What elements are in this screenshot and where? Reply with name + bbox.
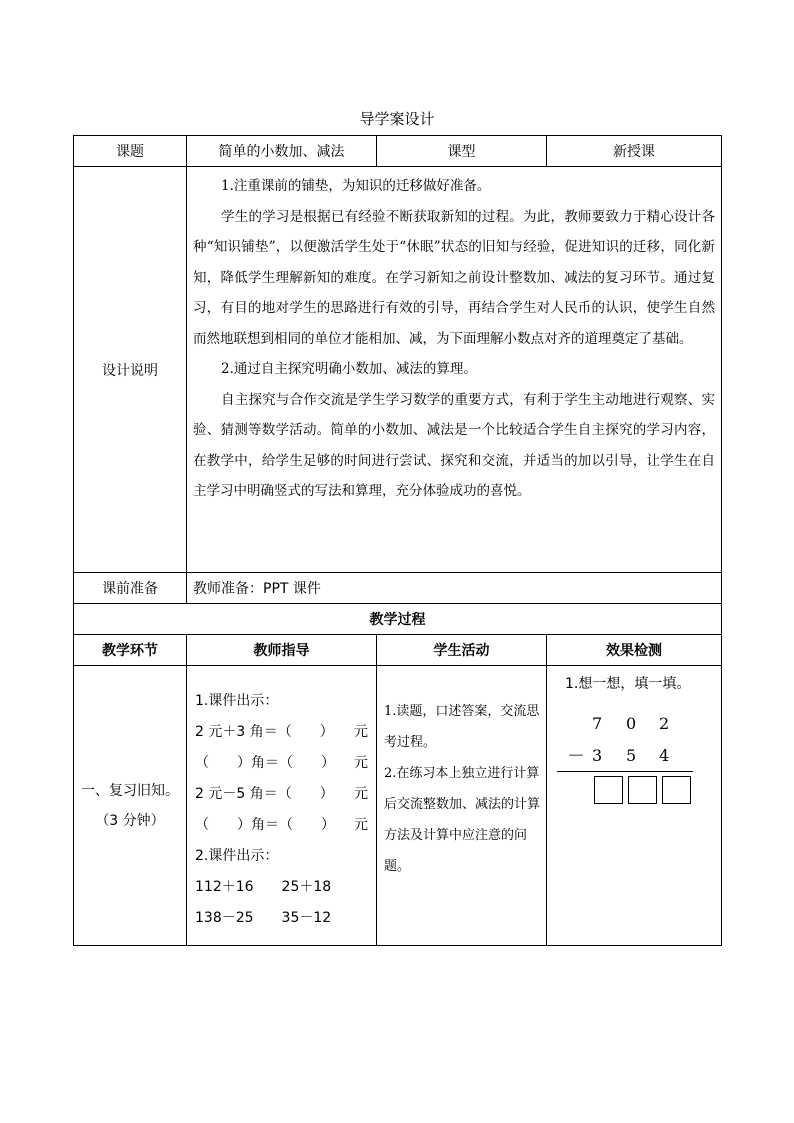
effect-prompt: 1.想一想，填一填。: [565, 676, 691, 692]
document-title: 导学案设计: [359, 110, 435, 128]
answer-box[interactable]: [662, 776, 691, 804]
subtrahend-digit: 5: [626, 746, 637, 765]
teacher-line: （ ）角＝（ ） 元: [195, 817, 368, 833]
teacher-line: 2.课件出示：: [195, 848, 279, 864]
column-header-row: [74, 635, 722, 666]
student-activity-item: 2.在练习本上独立进行计算后交流整数加、减法的计算方法及计算中应注意的问题。: [384, 766, 541, 874]
review-row: [74, 666, 722, 946]
process-title-row: [74, 604, 722, 635]
design-row: [74, 167, 722, 573]
design-paragraph: 自主探究与合作交流是学生学习数学的重要方式，有利于学生主动地进行观察、实验、猜测等数学活动。简单的小数加、减法是一个比较适合学生自主探究的学习内容，在教学中，给学生足够的时间进行尝试、探究和交流，并适当的加以引导，让学生在自主学习中明确竖式的写法和算理，充分体验成功的喜悦。: [193, 391, 715, 499]
teacher-line: 112＋16 25＋18: [195, 879, 332, 895]
student-activity-item: 1.读题，口述答案，交流思考过程。: [384, 704, 540, 750]
minuend-digit: 7: [592, 714, 603, 733]
effect-check: [547, 666, 722, 946]
type-value: 新授课: [547, 136, 722, 167]
teacher-line: （ ）角＝（ ） 元: [195, 755, 368, 771]
student-activity: [377, 666, 547, 946]
subtraction-line: [557, 771, 693, 772]
prep-label: 课前准备: [74, 573, 187, 604]
topic-label: 课题: [74, 136, 187, 167]
minus-sign: －: [567, 746, 585, 767]
design-notes: [187, 167, 722, 573]
answer-box[interactable]: [594, 776, 623, 804]
teacher-guidance: [187, 666, 377, 946]
subtrahend-digit: 3: [592, 746, 603, 765]
col-stage: 教学环节: [74, 635, 187, 666]
subtrahend-digit: 4: [659, 746, 670, 765]
type-label: 课型: [377, 136, 547, 167]
prep-row: [74, 573, 722, 604]
teacher-line: 2 元－5 角＝（ ） 元: [195, 786, 368, 802]
stage-review: 一、复习旧知。（3 分钟）: [74, 666, 187, 946]
process-title: 教学过程: [74, 604, 722, 635]
topic-value: 简单的小数加、减法: [187, 136, 377, 167]
design-paragraph: 2.通过自主探究明确小数加、减法的算理。: [221, 361, 477, 377]
answer-box[interactable]: [628, 776, 657, 804]
col-effect: 效果检测: [547, 635, 722, 666]
design-label: 设计说明: [74, 167, 187, 573]
col-student: 学生活动: [377, 635, 547, 666]
col-teacher: 教师指导: [187, 635, 377, 666]
minuend-digit: 0: [626, 714, 637, 733]
teacher-line: 2 元＋3 角＝（ ） 元: [195, 724, 368, 740]
teacher-line: 1.课件出示：: [195, 693, 279, 709]
header-row: [74, 136, 722, 167]
prep-value: 教师准备：PPT 课件: [187, 573, 722, 604]
lesson-plan-table: [73, 135, 722, 946]
design-paragraph: 学生的学习是根据已有经验不断获取新知的过程。为此，教师要致力于精心设计各种“知识铺垫”，以便激活学生处于“休眠”状态的旧知与经验，促进知识的迁移，同化新知，降低学生理解新知的难度。在学习新知之前设计整数加、减法的复习环节。通过复习，有目的地对学生的思路进行有效的引导，再结合学生对人民币的认识，使学生自然而然地联想到相同的单位才能相加、减，为下面理解小数点对齐的道理奠定了基础。: [193, 208, 715, 347]
minuend-digit: 2: [659, 714, 670, 733]
design-paragraph: 1.注重课前的铺垫，为知识的迁移做好准备。: [221, 178, 491, 194]
teacher-line: 138－25 35－12: [195, 910, 332, 926]
